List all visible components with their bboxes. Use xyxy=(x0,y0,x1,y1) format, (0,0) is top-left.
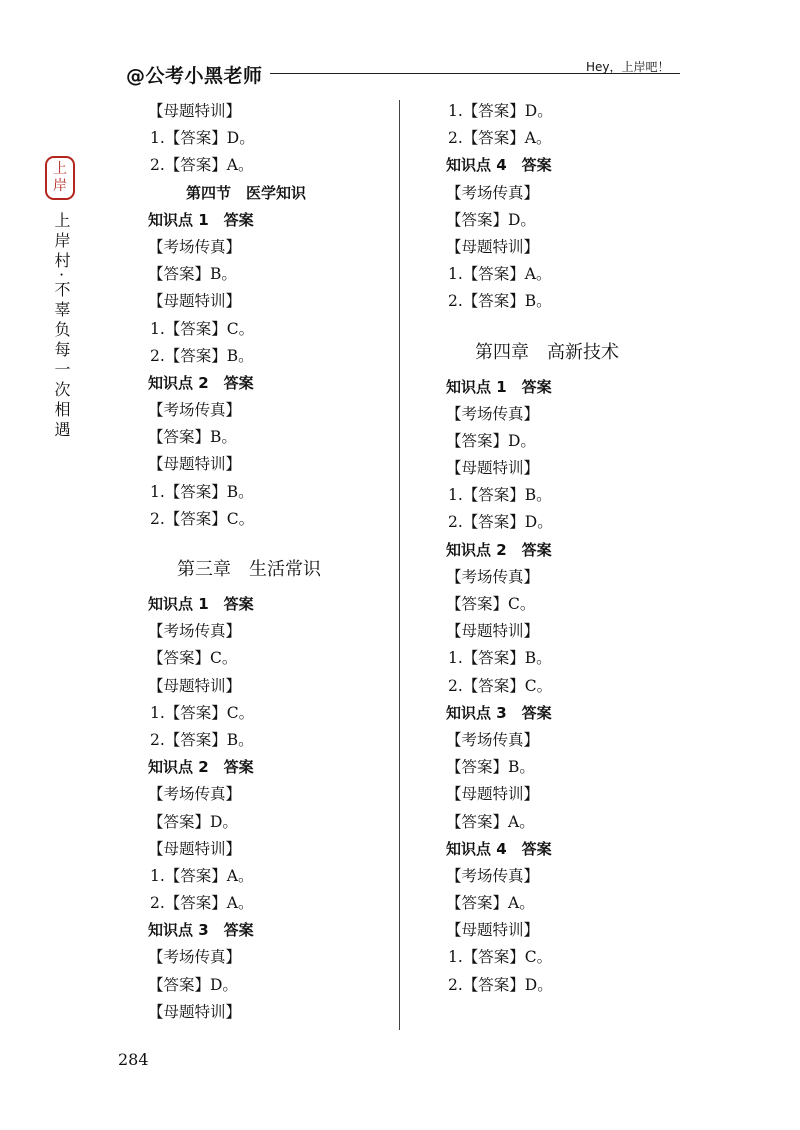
knowledge-point-heading: 知识点 2 答案 xyxy=(446,540,552,559)
bracket-label: 【答案】A。 xyxy=(446,894,535,913)
bracket-label: 【答案】B。 xyxy=(148,428,237,447)
bracket-label: 【母题特训】 xyxy=(148,102,242,120)
seal-char-2: 岸 xyxy=(53,178,67,194)
knowledge-point-heading: 知识点 4 答案 xyxy=(446,839,552,858)
answer-line: 1.【答案】A。 xyxy=(150,866,254,885)
answer-line: 2.【答案】C。 xyxy=(150,509,255,528)
seal-char-1: 上 xyxy=(53,161,67,177)
answer-line: 1.【答案】D。 xyxy=(448,102,553,120)
bracket-label: 【母题特训】 xyxy=(446,459,540,478)
bracket-label: 【考场传真】 xyxy=(446,730,540,749)
knowledge-point-heading: 知识点 2 答案 xyxy=(148,373,254,392)
bracket-label: 【答案】D。 xyxy=(148,812,238,831)
bracket-label: 【考场传真】 xyxy=(446,866,540,885)
answer-line: 2.【答案】D。 xyxy=(448,513,553,532)
bracket-label: 【考场传真】 xyxy=(148,401,242,420)
answer-line: 1.【答案】B。 xyxy=(448,649,552,668)
left-column xyxy=(148,98,388,1026)
answer-line: 1.【答案】C。 xyxy=(150,703,255,722)
header-tagline: Hey，上岸吧！ xyxy=(586,60,670,74)
knowledge-point-heading: 知识点 2 答案 xyxy=(148,758,254,777)
bracket-label: 【母题特训】 xyxy=(148,839,242,858)
answer-line: 2.【答案】B。 xyxy=(150,346,254,365)
bracket-label: 【考场传真】 xyxy=(148,948,242,967)
knowledge-point-heading: 知识点 4 答案 xyxy=(446,156,552,175)
answer-line: 1.【答案】A。 xyxy=(448,265,552,284)
bracket-label: 【答案】B。 xyxy=(148,265,237,284)
answer-line: 1.【答案】D。 xyxy=(150,129,255,148)
bracket-label: 【答案】C。 xyxy=(446,595,536,613)
bracket-label: 【答案】C。 xyxy=(148,649,238,668)
answer-line: 1.【答案】C。 xyxy=(150,319,255,338)
bracket-label: 【母题特训】 xyxy=(148,676,242,695)
bracket-label: 【考场传真】 xyxy=(446,567,540,586)
bracket-label: 【考场传真】 xyxy=(148,622,242,641)
answer-line: 2.【答案】B。 xyxy=(448,292,552,311)
knowledge-point-heading: 知识点 3 答案 xyxy=(446,703,552,722)
side-motto: 上岸村·不辜负每一次相遇 xyxy=(52,212,71,442)
section-heading: 第四节 医学知识 xyxy=(186,183,307,202)
bracket-label: 【母题特训】 xyxy=(446,785,540,804)
knowledge-point-heading: 知识点 1 答案 xyxy=(148,595,254,613)
bracket-label: 【母题特训】 xyxy=(148,292,242,311)
column-divider xyxy=(399,100,400,1030)
chapter-heading: 第三章 生活常识 xyxy=(177,559,321,580)
bracket-label: 【答案】D。 xyxy=(148,975,238,994)
answer-line: 1.【答案】C。 xyxy=(448,948,553,967)
bracket-label: 【母题特训】 xyxy=(446,921,540,940)
bracket-label: 【答案】D。 xyxy=(446,210,536,229)
answer-line: 2.【答案】B。 xyxy=(150,730,254,749)
bracket-label: 【答案】D。 xyxy=(446,431,536,450)
bracket-label: 【母题特训】 xyxy=(148,1002,242,1021)
bracket-label: 【考场传真】 xyxy=(148,237,242,256)
knowledge-point-heading: 知识点 3 答案 xyxy=(148,921,254,940)
bracket-label: 【母题特训】 xyxy=(446,622,540,641)
chapter-heading: 第四章 高新技术 xyxy=(475,341,619,363)
seal-logo xyxy=(45,156,75,200)
bracket-label: 【母题特训】 xyxy=(148,455,242,474)
bracket-label: 【考场传真】 xyxy=(446,404,540,423)
page-number: 284 xyxy=(118,1050,149,1069)
header-brand: @公考小黑老师 xyxy=(126,65,263,87)
bracket-label: 【答案】A。 xyxy=(446,812,535,831)
answer-line: 2.【答案】A。 xyxy=(448,129,552,148)
answer-line: 2.【答案】A。 xyxy=(150,894,254,913)
right-column xyxy=(446,98,686,999)
knowledge-point-heading: 知识点 1 答案 xyxy=(446,377,552,396)
bracket-label: 【答案】B。 xyxy=(446,758,535,777)
answer-line: 2.【答案】A。 xyxy=(150,156,254,175)
bracket-label: 【母题特训】 xyxy=(446,237,540,256)
knowledge-point-heading: 知识点 1 答案 xyxy=(148,210,254,229)
answer-line: 1.【答案】B。 xyxy=(150,482,254,501)
answer-line: 1.【答案】B。 xyxy=(448,486,552,505)
bracket-label: 【考场传真】 xyxy=(446,183,540,202)
bracket-label: 【考场传真】 xyxy=(148,785,242,804)
answer-line: 2.【答案】D。 xyxy=(448,975,553,994)
answer-line: 2.【答案】C。 xyxy=(448,676,553,695)
